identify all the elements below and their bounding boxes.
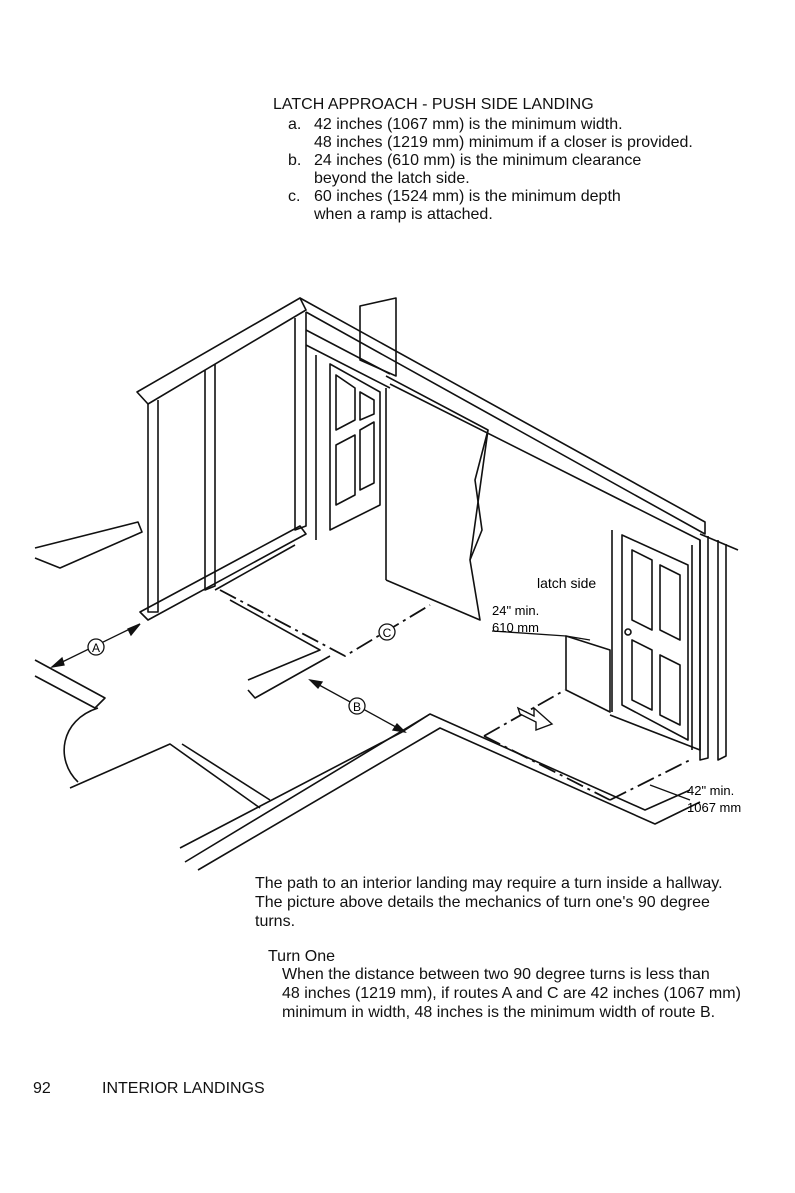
back-door-panel-1 — [336, 375, 374, 430]
turn-arc — [64, 708, 98, 782]
right-wall-face — [390, 384, 700, 750]
left-wall-stud-1 — [148, 400, 158, 612]
page-number: 92 — [33, 1080, 51, 1097]
paragraph-2-line-3: minimum in width, 48 inches is the minimum width of route B. — [282, 1004, 716, 1021]
dim-24-inch: 24" min. — [492, 603, 540, 618]
left-wall-top-plate — [137, 298, 306, 404]
item-line-1: 60 inches (1524 mm) is the minimum depth — [314, 188, 621, 205]
item-letter: b. — [288, 152, 302, 169]
item-letter: c. — [288, 188, 301, 205]
floor-wall-front-inner — [180, 714, 430, 848]
right-door-panel-1 — [632, 550, 680, 640]
item-line-2: 48 inches (1219 mm) minimum if a closer is provided. — [314, 134, 693, 151]
door-knob — [625, 629, 631, 635]
landing-dimension-line — [610, 760, 690, 800]
left-wall-stud-2 — [205, 364, 215, 590]
item-line-1: 24 inches (610 mm) is the minimum clearance — [314, 152, 642, 169]
paragraph-1-line-3: turns. — [255, 913, 296, 930]
back-door-top-panel — [360, 298, 396, 376]
dim-42-inch: 42" min. — [687, 783, 735, 798]
paragraph-2 — [282, 965, 741, 1022]
item-line-1: 42 inches (1067 mm) is the minimum width. — [314, 116, 623, 133]
floor-wall-front — [185, 714, 690, 862]
left-wall-bottom-plate — [140, 526, 306, 620]
subheading: Turn One — [268, 948, 335, 965]
svg-text:A: A — [91, 641, 101, 655]
paragraph-1-line-2: The picture above details the mechanics of turn one's 90 degree — [255, 894, 710, 911]
direction-arrow — [518, 708, 552, 730]
dim-24-mm: 610 mm — [492, 620, 539, 635]
paragraph-2-line-2: 48 inches (1219 mm), if routes A and C are 42 inches (1067 mm) — [282, 985, 741, 1002]
right-wall-stud-1 — [700, 536, 708, 760]
left-wall-stud-3 — [295, 312, 306, 530]
back-door-panel-2 — [336, 422, 374, 505]
left-corridor-wall-lower — [35, 660, 105, 708]
paragraph-1 — [255, 874, 723, 931]
paragraph-1-line-1: The path to an interior landing may require a turn inside a hallway. — [255, 875, 723, 892]
route-b-arrow-head-2 — [393, 724, 405, 732]
route-c-label — [379, 624, 395, 640]
section-title: INTERIOR LANDINGS — [102, 1080, 265, 1097]
route-b-label — [349, 698, 365, 714]
caption-title: LATCH APPROACH - PUSH SIDE LANDING — [273, 96, 594, 113]
right-door-panel-2 — [632, 640, 680, 725]
route-a-label — [88, 639, 104, 655]
svg-text:C: C — [382, 626, 392, 640]
item-letter: a. — [288, 116, 302, 133]
lower-left-wall-inner — [182, 744, 270, 800]
drywall-panel — [386, 376, 488, 620]
left-corridor-wall-upper — [35, 522, 142, 568]
dim-42-mm: 1067 mm — [687, 800, 742, 815]
route-b-arrow-head-1 — [310, 680, 322, 688]
route-b-dimension-line — [484, 736, 610, 800]
route-a-arrow-head-2 — [128, 624, 140, 635]
route-c-floor-edge — [230, 600, 320, 680]
route-c-dimension-line — [220, 590, 430, 656]
latch-clearance-box — [566, 636, 610, 712]
svg-text:B: B — [352, 700, 362, 714]
right-wall-stud-2 — [718, 540, 726, 760]
latch-side-label: latch side — [537, 575, 597, 591]
hallway-landing-drawing — [0, 280, 795, 880]
left-wall-panel — [215, 545, 295, 590]
right-wall-top — [700, 534, 738, 550]
paragraph-2-line-1: When the distance between two 90 degree turns is less than — [282, 966, 710, 983]
route-a-arrow-head-1 — [52, 658, 64, 667]
item-line-2: when a ramp is attached. — [314, 206, 493, 223]
item-line-2: beyond the latch side. — [314, 170, 470, 187]
